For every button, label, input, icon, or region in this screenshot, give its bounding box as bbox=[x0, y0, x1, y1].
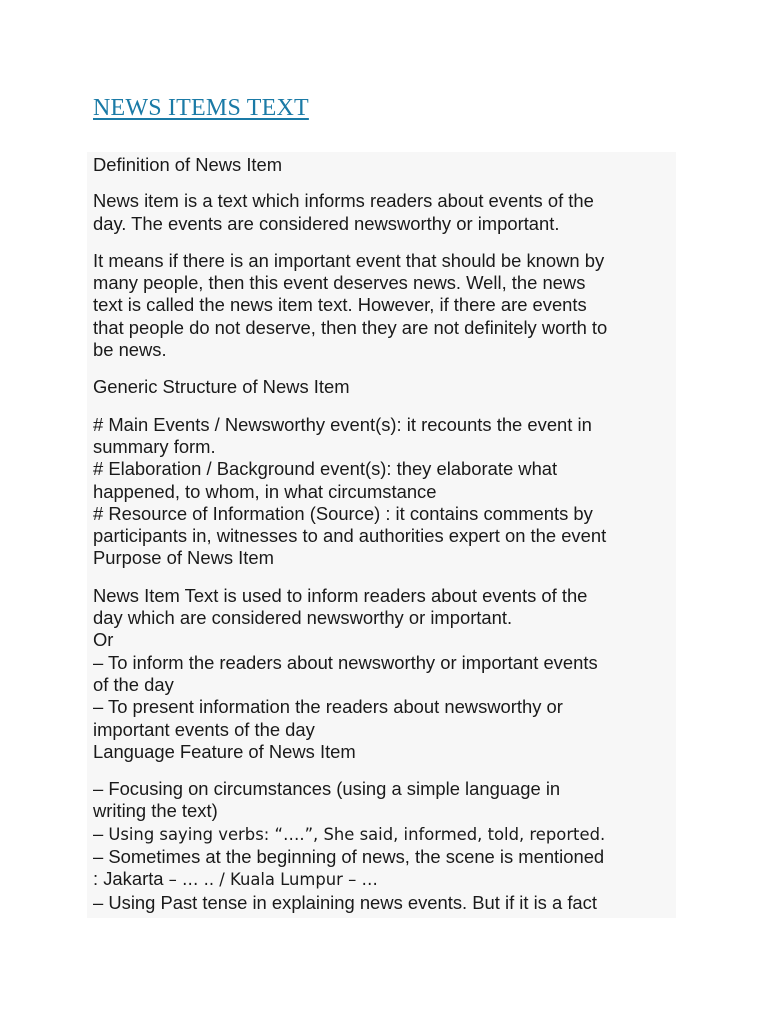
text-line: Or bbox=[93, 629, 114, 651]
language-list bbox=[93, 778, 676, 914]
text-line: – To inform the readers about newsworthy or important events bbox=[93, 651, 598, 673]
purpose-list bbox=[93, 585, 676, 763]
text-line: – To present information the readers about newsworthy or bbox=[93, 696, 563, 718]
document-title: NEWS ITEMS TEXT bbox=[93, 95, 309, 121]
text-line: It means if there is an important event that should be known by bbox=[93, 249, 605, 271]
text-line: that people do not deserve, then they are not definitely worth to bbox=[93, 316, 608, 338]
text-line: News Item Text is used to inform readers about events of the bbox=[93, 584, 588, 606]
definition-paragraph-2 bbox=[93, 250, 676, 361]
text-line: # Resource of Information (Source) : it contains comments by bbox=[93, 502, 593, 524]
definition-paragraph-1 bbox=[93, 190, 676, 235]
structure-list bbox=[93, 414, 676, 570]
language-heading: Language Feature of News Item bbox=[93, 740, 356, 762]
text-line: writing the text) bbox=[93, 800, 218, 822]
document-content bbox=[87, 154, 676, 914]
text-line: happened, to whom, in what circumstance bbox=[93, 480, 437, 502]
text-line: be news. bbox=[93, 339, 167, 361]
text-line bbox=[93, 823, 676, 846]
text-line: participants in, witnesses to and authorities expert on the event bbox=[93, 525, 607, 547]
text-line: day. The events are considered newsworthy or important. bbox=[93, 212, 560, 234]
text-line: # Main Events / Newsworthy event(s): it recounts the event in bbox=[93, 413, 592, 435]
text-line: of the day bbox=[93, 673, 174, 695]
text-line: – Sometimes at the beginning of news, the scene is mentioned bbox=[93, 846, 605, 868]
scene-example: – … .. / Kuala Lumpur – … bbox=[168, 870, 378, 890]
text-line: day which are considered newsworthy or important. bbox=[93, 607, 513, 629]
definition-heading: Definition of News Item bbox=[93, 154, 283, 175]
text-line: text is called the news item text. However, if there are events bbox=[93, 294, 587, 316]
saying-verbs-text: Using saying verbs: “….”, She said, informed, told, reported. bbox=[108, 824, 606, 844]
dash: – bbox=[93, 822, 109, 844]
text-line bbox=[93, 868, 676, 891]
scene-prefix: : Jakarta bbox=[93, 868, 169, 890]
text-line: important events of the day bbox=[93, 718, 315, 740]
text-line: – Focusing on circumstances (using a simple language in bbox=[93, 778, 561, 800]
text-line: News item is a text which informs readers about events of the bbox=[93, 190, 594, 212]
text-line: summary form. bbox=[93, 435, 216, 457]
text-line: many people, then this event deserves news. Well, the news bbox=[93, 272, 586, 294]
document-body bbox=[87, 152, 676, 918]
text-line: # Elaboration / Background event(s): they elaborate what bbox=[93, 458, 558, 480]
purpose-heading: Purpose of News Item bbox=[93, 547, 274, 569]
text-line: – Using Past tense in explaining news events. But if it is a fact bbox=[93, 891, 597, 913]
structure-heading: Generic Structure of News Item bbox=[93, 376, 350, 398]
